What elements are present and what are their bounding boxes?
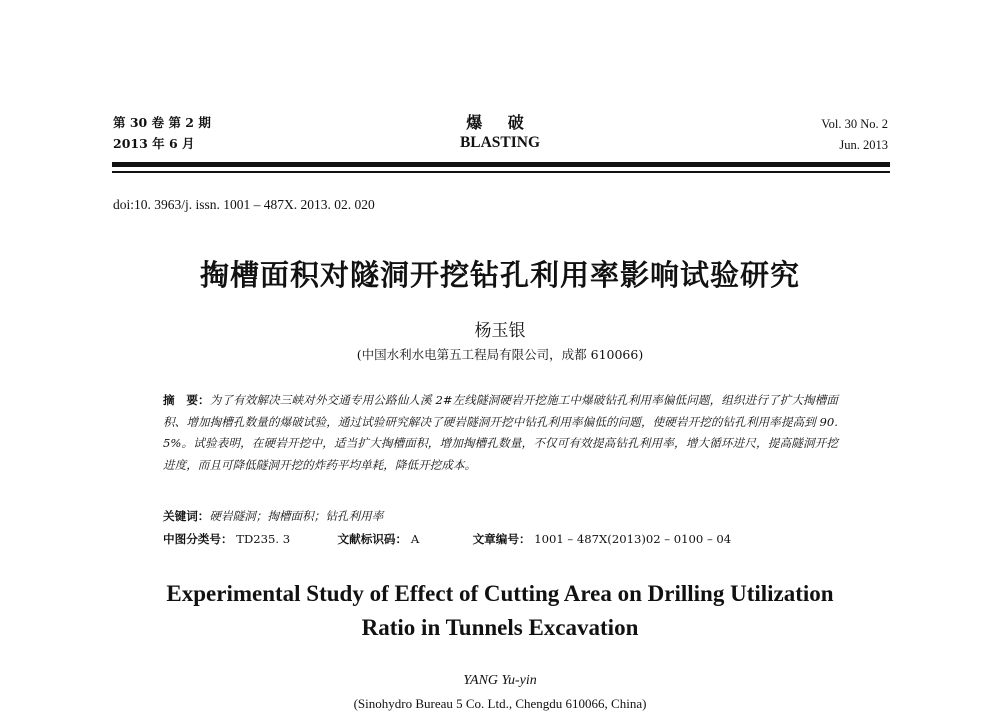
keywords-text: 硬岩隧洞；掏槽面积；钻孔利用率 [209,509,384,523]
journal-name-en: BLASTING [459,134,541,151]
classification-line [163,531,731,547]
doc-code-value: A [410,532,420,546]
affiliation-en: (Sinohydro Bureau 5 Co. Ltd., Chengdu 610066, China) [353,696,647,711]
author-cn: 杨玉银 [474,321,526,341]
header-rule-thick [112,162,890,167]
article-no-value: 1001 – 487X(2013)02 – 0100 – 04 [534,532,732,546]
paper-title-en-line1: Experimental Study of Effect of Cutting Area on Drilling Utilization [166,581,834,606]
author-en: YANG Yu-yin [463,673,537,688]
doc-code-label: 文献标识码： [337,532,408,546]
volume-issue-cn: 第 30 卷 第 2 期 [113,115,211,130]
volume-issue-en: Vol. 30 No. 2 [821,117,888,131]
paper-title-en-line2: Ratio in Tunnels Excavation [361,615,639,640]
abstract [163,390,838,476]
abstract-label: 摘 要： [163,393,210,407]
clc-value: TD235. 3 [236,532,291,546]
keywords [163,508,383,524]
clc-label: 中图分类号： [163,532,233,546]
date-en: Jun. 2013 [839,138,888,152]
paper-title-cn: 掏槽面积对隧洞开挖钻孔利用率影响试验研究 [199,258,800,292]
keywords-label: 关键词： [163,509,210,523]
affiliation-cn: (中国水利水电第五工程局有限公司，成都 610066) [356,347,644,362]
article-no-label: 文章编号： [472,532,531,546]
doi: doi:10. 3963/j. issn. 1001 – 487X. 2013. 02. 020 [113,197,375,212]
abstract-text: 为了有效解决三峡对外交通专用公路仙人溪 2#左线隧洞硬岩开挖施工中爆破钻孔利用率偏低问题，组织进行了扩大掏槽面积、增加掏槽孔数量的爆破试验，通过试验研究解决了硬岩隧洞开挖中钻孔利用率偏低的问题，使硬岩开挖的钻孔利用率提高到 90. 5%。试验表明，在硬岩开挖中，适当扩大掏槽面积，增加掏槽孔数量，不仅可有效提高钻孔利用率，增大循环进尺，提高隧洞开挖进度，而且可降低隧洞开挖的炸药平均单耗，降低开挖成本。 [163,393,838,472]
header-volume-en-block [821,114,888,156]
journal-name-block [430,113,570,153]
journal-name-cn: 爆 破 [466,113,534,132]
header-rule-thin [112,171,890,173]
date-cn: 2013 年 6 月 [113,136,195,151]
paper-title-en [0,577,1000,645]
header-volume-block [113,112,211,154]
